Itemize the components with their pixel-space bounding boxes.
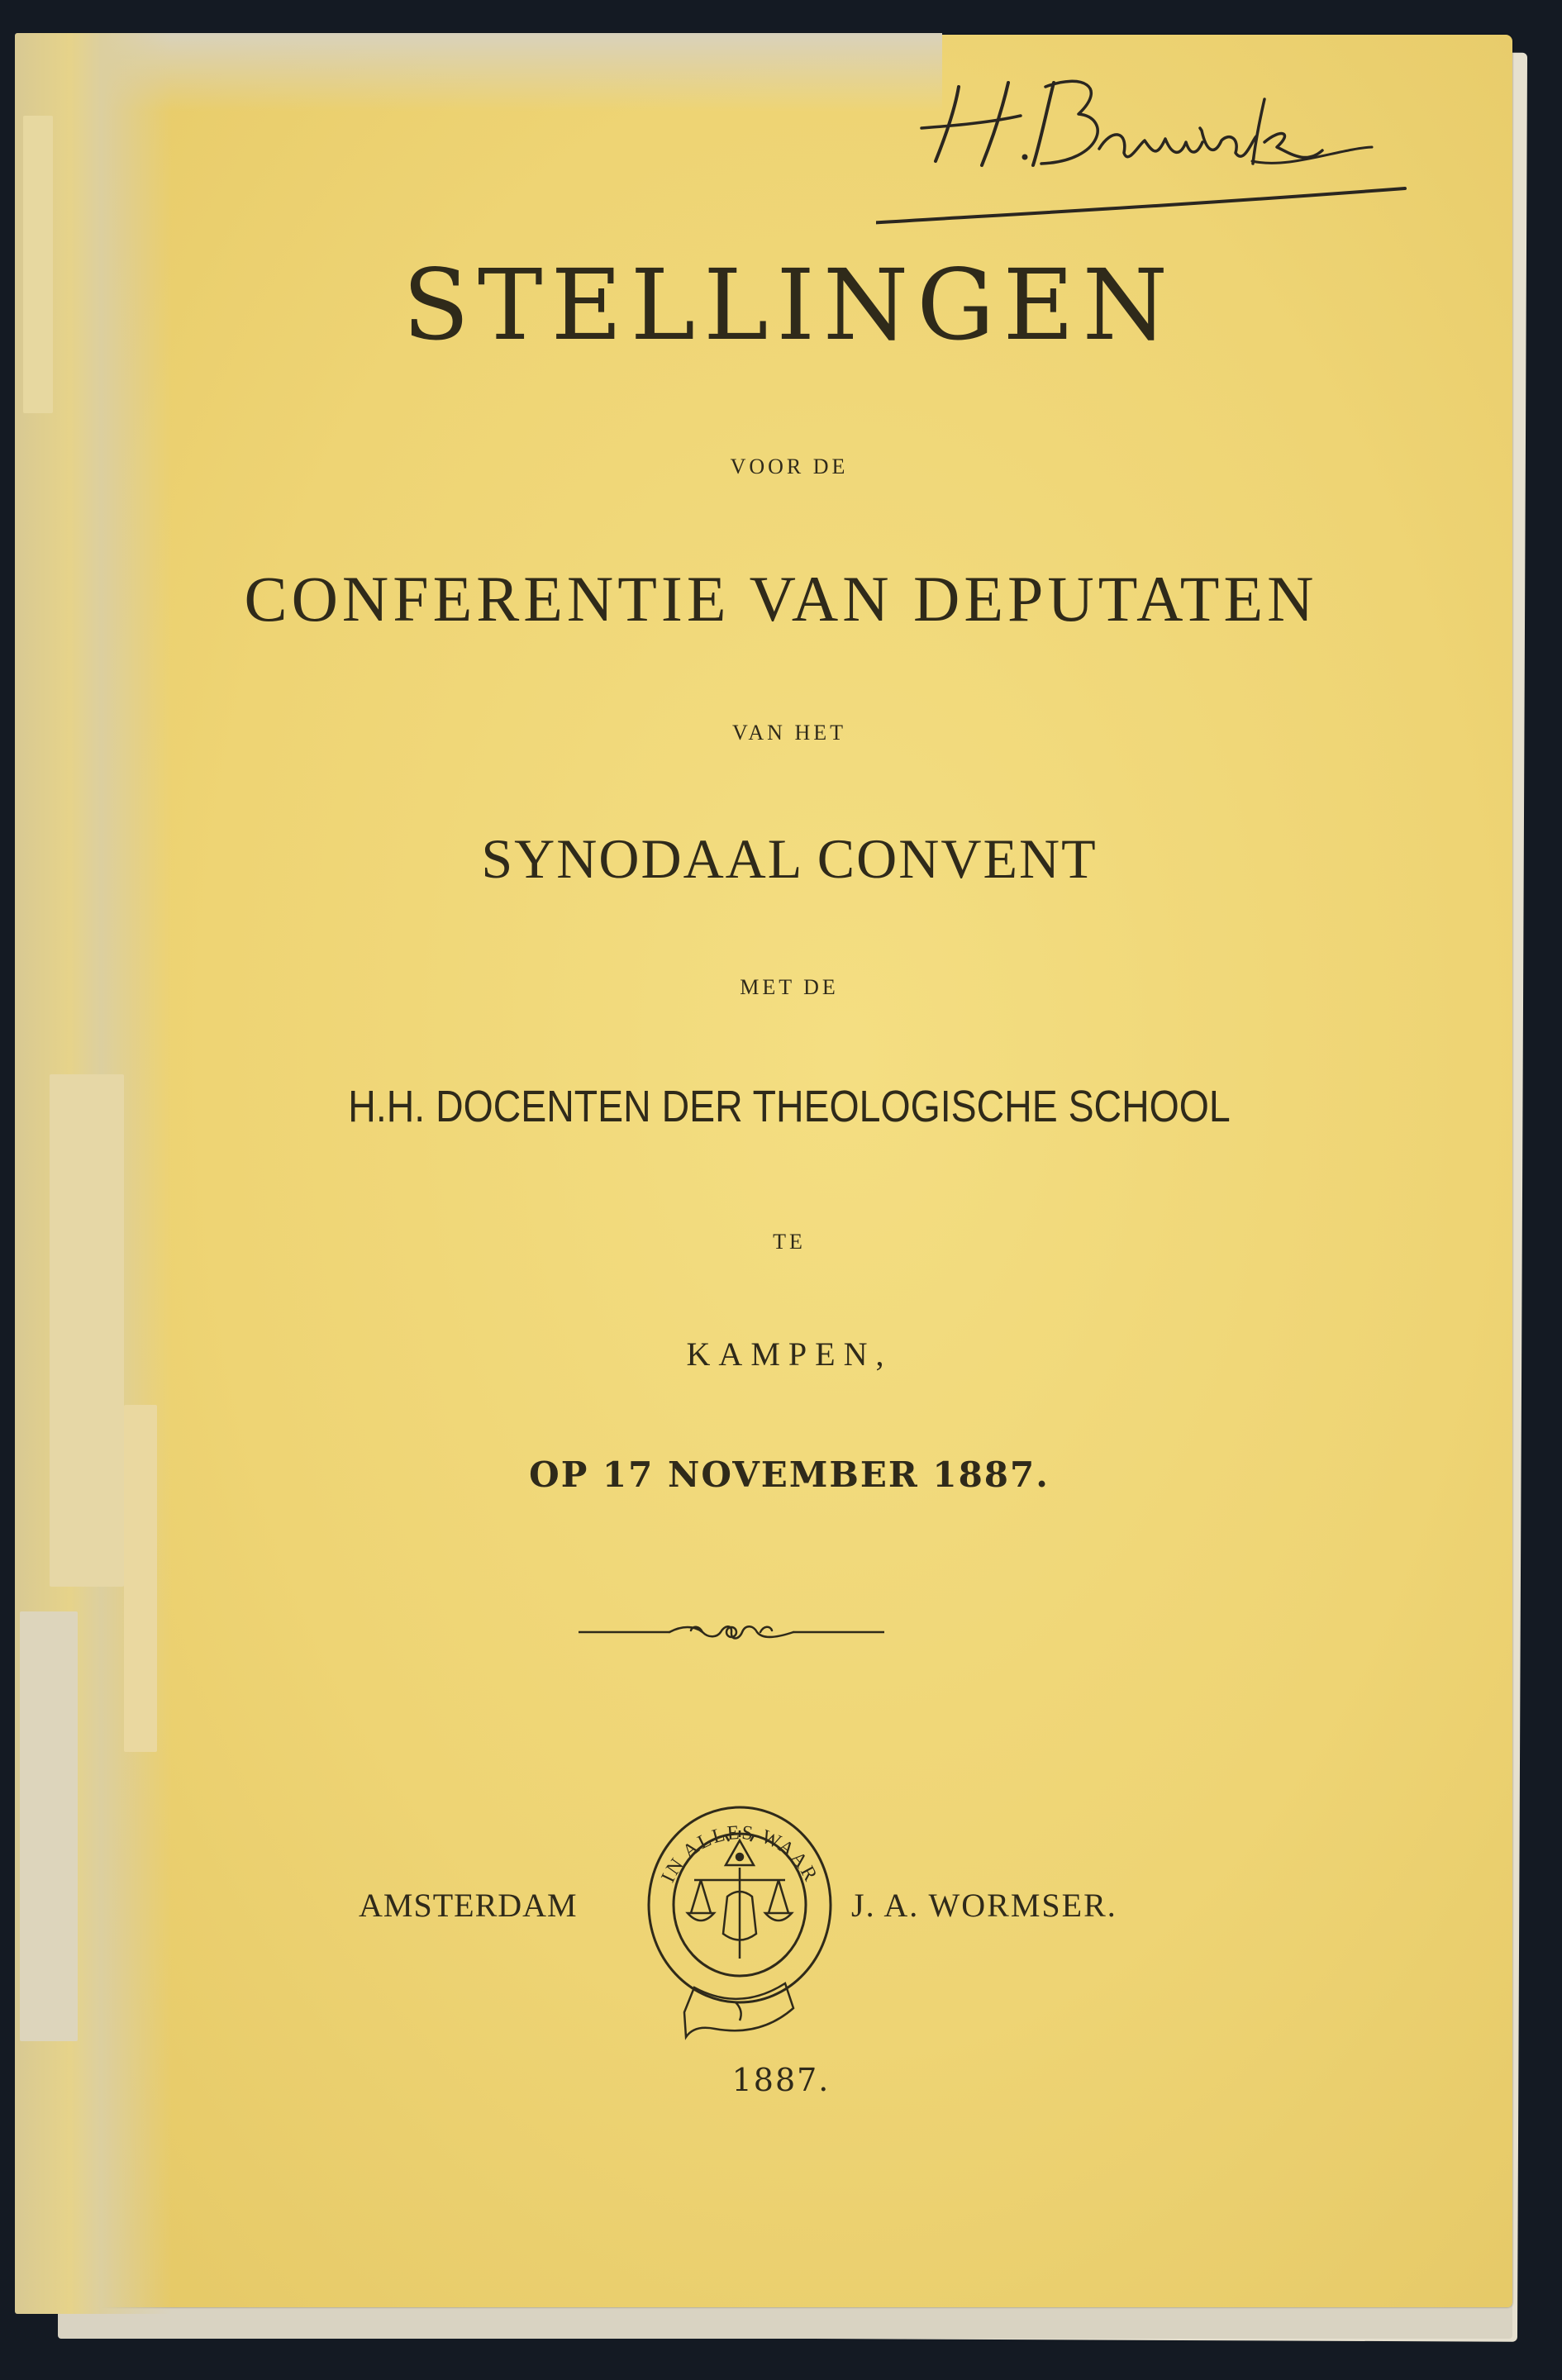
publisher-name: J. A. WORMSER. <box>851 1887 1117 1924</box>
ornament-divider-icon <box>579 1616 884 1649</box>
spine-tear <box>50 1074 124 1587</box>
worn-top-edge <box>74 33 942 112</box>
publication-year: 1887. <box>731 2062 831 2098</box>
location-kampen: KAMPEN, <box>686 1335 893 1373</box>
publisher-city: AMSTERDAM <box>359 1887 578 1924</box>
date-line: OP 17 NOVEMBER 1887. <box>529 1454 1050 1495</box>
printers-seal-icon <box>636 1789 843 2054</box>
heading-conferentie: CONFERENTIE VAN DEPUTATEN <box>244 563 1318 635</box>
subtitle-met-de: MET DE <box>740 975 839 999</box>
heading-synodaal-convent: SYNODAAL CONVENT <box>481 827 1098 890</box>
heading-docenten: H.H. DOCENTEN DER THEOLOGISCHE SCHOOL <box>348 1082 1231 1131</box>
document-title: STELLINGEN <box>402 248 1176 362</box>
subtitle-te: TE <box>773 1230 806 1254</box>
handwritten-signature <box>876 50 1413 240</box>
spine-tear <box>20 1611 78 2041</box>
subtitle-voor-de: VOOR DE <box>730 455 849 478</box>
seal-motto: IN ALLES WAAR <box>657 1821 822 1887</box>
subtitle-van-het: VAN HET <box>731 721 847 745</box>
